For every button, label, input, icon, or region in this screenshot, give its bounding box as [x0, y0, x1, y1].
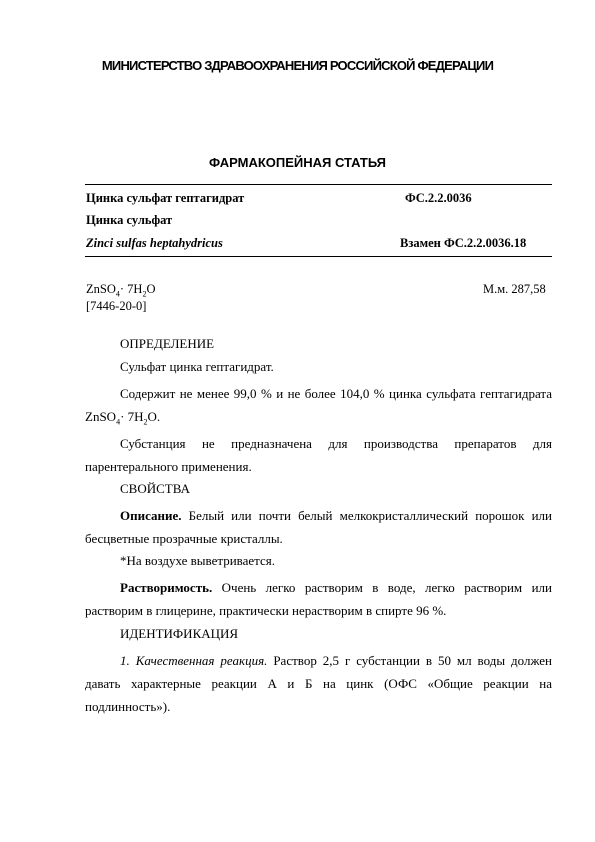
replaces-code: Взамен ФС.2.2.0036.18 [400, 236, 527, 250]
properties-heading: СВОЙСТВА [120, 481, 190, 496]
solubility-label: Растворимость. [120, 580, 213, 595]
bottom-rule [85, 256, 552, 257]
definition-heading: ОПРЕДЕЛЕНИЕ [120, 336, 215, 351]
definition-text: Сульфат цинка гептагидрат. [120, 359, 274, 374]
identification-heading: ИДЕНТИФИКАЦИЯ [120, 626, 239, 641]
ministry-title: МИНИСТЕРСТВО ЗДРАВООХРАНЕНИЯ РОССИЙСКОЙ ФЕДЕРАЦИИ [101, 58, 494, 73]
monograph-code: ФС.2.2.0036 [405, 191, 472, 205]
description-label: Описание. [120, 508, 182, 523]
article-type-title: ФАРМАКОПЕЙНАЯ СТАТЬЯ [208, 155, 387, 170]
solubility-paragraph: Растворимость. Очень легко растворим в воде, легко растворим или растворим в глицерине, практически нерастворим в спирте 96 %. [85, 580, 552, 618]
monograph-name-ru-alt: Цинка сульфат [86, 213, 173, 227]
weathering-note: *На воздухе выветривается. [120, 553, 276, 568]
identification-label: 1. Качественная реакция. [120, 653, 268, 668]
top-rule [85, 184, 552, 185]
cas-number: [7446-20-0] [86, 299, 147, 313]
parenteral-paragraph: Субстанция не предназначена для производства препаратов для парентерального применения. [85, 436, 552, 474]
monograph-name-latin: Zinci sulfas heptahydricus [86, 236, 223, 250]
monograph-name-ru: Цинка сульфат гептагидрат [86, 191, 245, 205]
molecular-formula: ZnSO$_4$· $7H_2O$ [86, 282, 156, 299]
content-paragraph: Содержит не менее 99,0 % и не более 104,0 % цинка сульфата гептагидрата ZnSO$_4$· $7H_2O$. [85, 386, 552, 427]
identification-paragraph: 1. Качественная реакция. Раствор 2,5 г субстанции в 50 мл воды должен давать характерные реакции А и Б на цинк (ОФС «Общие реакции на подлинность»). [85, 653, 552, 714]
description-paragraph: Описание. Белый или почти белый мелкокристаллический порошок или бесцветные прозрачные кристаллы. [85, 508, 552, 546]
molecular-weight: М.м. 287,58 [483, 282, 546, 296]
